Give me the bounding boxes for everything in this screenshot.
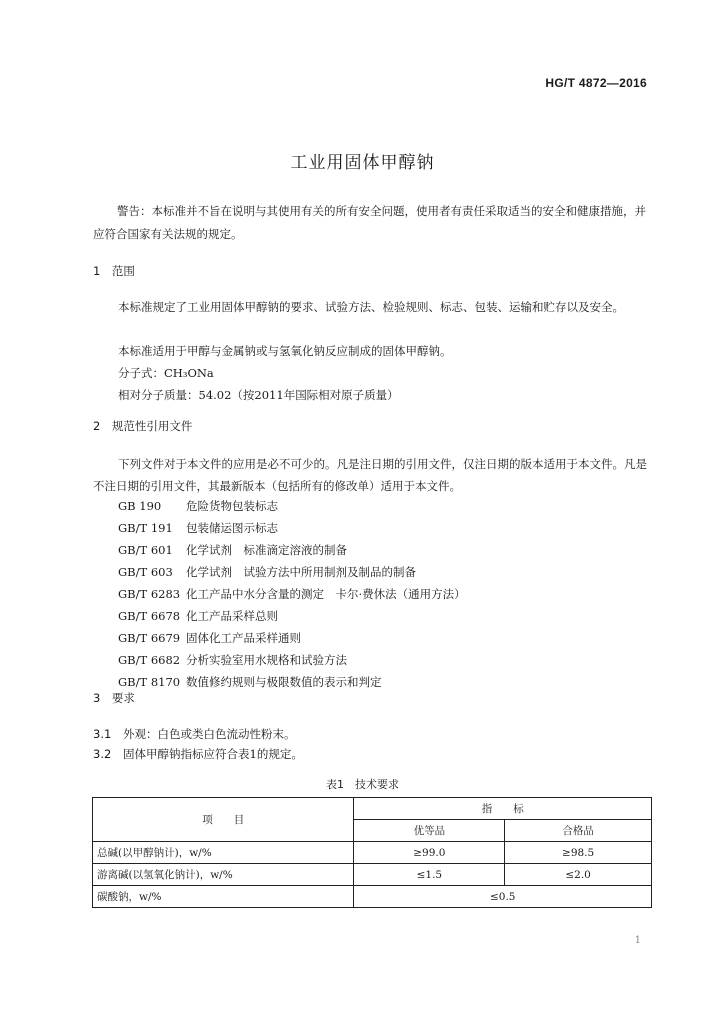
reference-list xyxy=(118,495,466,693)
table-row xyxy=(93,864,652,886)
section-1-para-2: 本标准适用于甲醇与金属钠或与氢氧化钠反应制成的固体甲醇钠。 xyxy=(118,344,452,358)
table-row xyxy=(93,886,652,908)
section-3-heading: 3 要求 xyxy=(93,691,135,705)
technical-requirements-table xyxy=(92,797,652,908)
reference-item: GB 190 危险货物包装标志 xyxy=(118,499,278,513)
header-item: 项 目 xyxy=(93,798,354,842)
reference-item: GB/T 191 包装储运图示标志 xyxy=(118,521,278,535)
section-2-intro: 下列文件对于本文件的应用是必不可少的。凡是注日期的引用文件，仅注日期的版本适用于本文件。凡是不注日期的引用文件，其最新版本（包括所有的修改单）适用于本文件。 xyxy=(93,457,647,493)
header-qualified: 合格品 xyxy=(505,820,652,842)
row-merged-value: ≤0.5 xyxy=(354,886,652,908)
section-2-heading: 2 规范性引用文件 xyxy=(93,419,193,433)
row-item: 游离碱(以氢氧化钠计)，w/% xyxy=(93,864,354,886)
row-qualified: ≤2.0 xyxy=(505,864,652,886)
header-index: 指 标 xyxy=(354,798,652,820)
row-qualified: ≥98.5 xyxy=(505,842,652,864)
reference-item: GB/T 6679 固体化工产品采样通则 xyxy=(118,631,301,645)
section-1-para-1: 本标准规定了工业用固体甲醇钠的要求、试验方法、检验规则、标志、包装、运输和贮存以及安全。 xyxy=(118,300,624,314)
reference-item: GB/T 6283 化工产品中水分含量的测定 卡尔·费休法（通用方法） xyxy=(118,587,466,601)
table-caption: 表1 技术要求 xyxy=(326,778,399,791)
requirement-3-1: 3.1 外观：白色或类白色流动性粉末。 xyxy=(93,727,296,741)
standard-number: HG/T 4872—2016 xyxy=(545,76,647,90)
molecular-mass: 相对分子质量：54.02（按2011年国际相对原子质量） xyxy=(118,388,399,402)
reference-item: GB/T 8170 数值修约规则与极限数值的表示和判定 xyxy=(118,675,382,689)
row-item: 碳酸钠，w/% xyxy=(93,886,354,908)
reference-item: GB/T 601 化学试剂 标准滴定溶液的制备 xyxy=(118,543,347,557)
molecular-formula: 分子式：CH₃ONa xyxy=(118,366,214,380)
warning-paragraph: 警告：本标准并不旨在说明与其使用有关的所有安全问题，使用者有责任采取适当的安全和健康措施，并应符合国家有关法规的规定。 xyxy=(93,204,646,241)
requirement-3-2: 3.2 固体甲醇钠指标应符合表1的规定。 xyxy=(93,747,303,761)
document-title: 工业用固体甲醇钠 xyxy=(290,153,435,173)
header-superior: 优等品 xyxy=(354,820,505,842)
table-row xyxy=(93,842,652,864)
row-superior: ≤1.5 xyxy=(354,864,505,886)
reference-item: GB/T 6682 分析实验室用水规格和试验方法 xyxy=(118,653,347,667)
section-1-heading: 1 范围 xyxy=(93,264,135,278)
row-item: 总碱(以甲醇钠计)，w/% xyxy=(93,842,354,864)
row-superior: ≥99.0 xyxy=(354,842,505,864)
reference-item: GB/T 6678 化工产品采样总则 xyxy=(118,609,278,623)
reference-item: GB/T 603 化学试剂 试验方法中所用制剂及制品的制备 xyxy=(118,565,416,579)
page-number: 1 xyxy=(634,935,641,946)
